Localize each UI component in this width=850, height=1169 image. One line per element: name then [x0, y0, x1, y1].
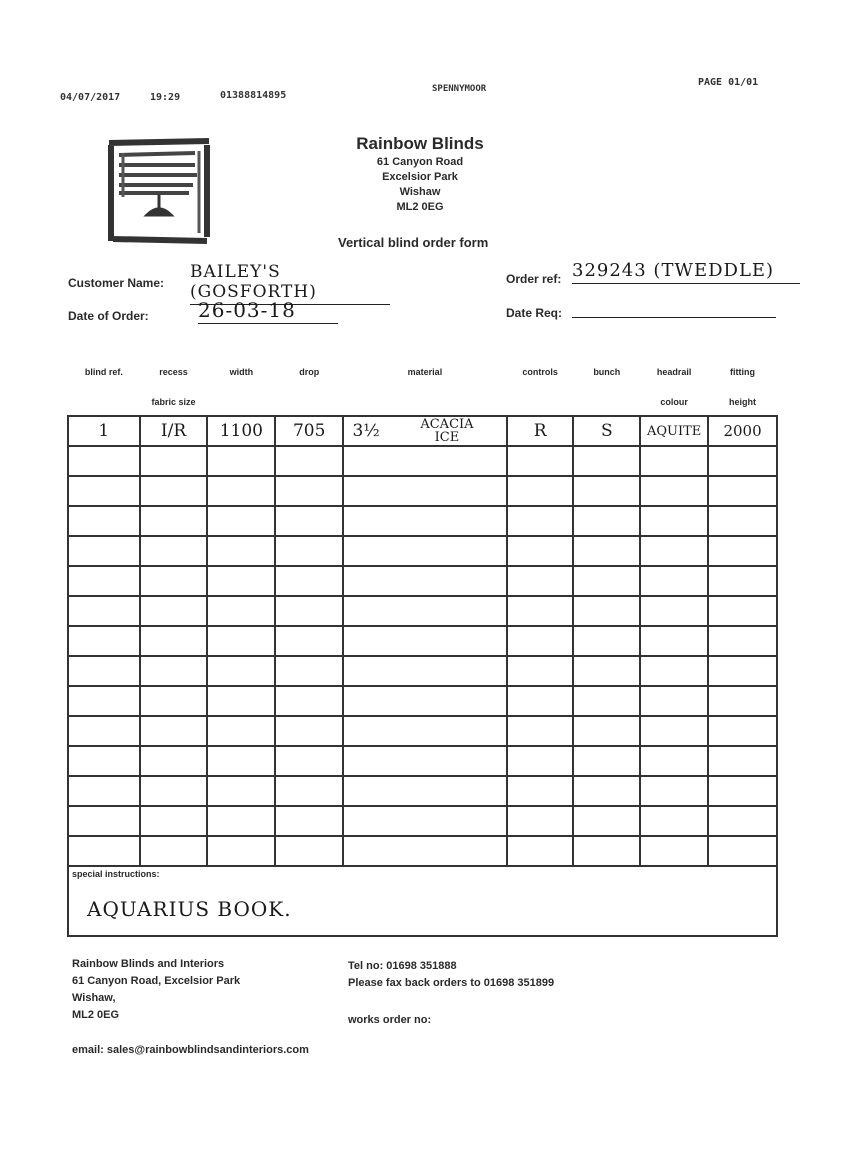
table-cell	[640, 566, 708, 596]
table-cell	[640, 716, 708, 746]
column-header: drop	[299, 367, 320, 377]
table-cell	[507, 806, 574, 836]
table-cell	[640, 836, 708, 866]
table-cell	[507, 776, 574, 806]
table-row	[68, 776, 777, 806]
table-row	[68, 596, 777, 626]
table-cell	[708, 656, 777, 686]
table-cell	[343, 746, 507, 776]
table-cell	[68, 566, 140, 596]
table-cell	[275, 836, 343, 866]
table-row	[68, 686, 777, 716]
controls-cell: R	[507, 416, 574, 446]
table-cell	[68, 596, 140, 626]
table-cell	[343, 596, 507, 626]
fax-location: SPENNYMOOR	[432, 84, 487, 94]
footer-address-line: Wishaw,	[72, 992, 116, 1004]
table-cell	[507, 686, 574, 716]
table-cell	[343, 836, 507, 866]
column-header: blind ref.	[84, 367, 123, 377]
date-of-order-label: Date of Order:	[68, 309, 149, 323]
order-ref-value: 329243 (TWEDDLE)	[572, 260, 800, 284]
table-cell	[275, 626, 343, 656]
table-cell	[640, 626, 708, 656]
date-required-value	[572, 302, 776, 318]
customer-name-value: BAILEY'S (GOSFORTH)	[190, 262, 390, 305]
fax-number: 01388814895	[220, 90, 287, 101]
table-cell	[207, 746, 275, 776]
footer-address-line: 61 Canyon Road, Excelsior Park	[72, 975, 241, 987]
drop-cell: 705	[275, 416, 343, 446]
table-cell	[140, 476, 208, 506]
column-header: width	[229, 367, 254, 377]
table-cell	[68, 506, 140, 536]
footer-fax-back: Please fax back orders to 01698 351899	[348, 977, 555, 989]
table-cell	[343, 536, 507, 566]
table-cell	[640, 806, 708, 836]
table-cell	[68, 686, 140, 716]
table-cell	[68, 656, 140, 686]
table-header-row	[68, 349, 777, 416]
table-row	[68, 476, 777, 506]
table-cell	[573, 446, 640, 476]
table-cell	[68, 806, 140, 836]
table-cell	[708, 626, 777, 656]
table-cell	[640, 476, 708, 506]
table-cell	[708, 806, 777, 836]
table-cell	[507, 476, 574, 506]
table-cell	[640, 506, 708, 536]
table-cell	[708, 746, 777, 776]
table-row	[68, 656, 777, 686]
table-row	[68, 416, 777, 446]
table-cell	[343, 716, 507, 746]
table-cell	[343, 656, 507, 686]
table-cell	[275, 506, 343, 536]
works-order-label: works order no:	[348, 1014, 432, 1026]
footer-contact	[348, 958, 554, 992]
table-cell	[343, 776, 507, 806]
column-header: controls	[522, 367, 558, 377]
footer-company: Rainbow Blinds and Interiors	[72, 958, 225, 970]
table-cell	[573, 506, 640, 536]
special-instructions-label: special instructions:	[72, 869, 160, 879]
material-cell	[343, 416, 507, 446]
table-cell	[507, 656, 574, 686]
table-cell	[275, 656, 343, 686]
table-cell	[140, 446, 208, 476]
table-cell	[140, 536, 208, 566]
date-of-order-value: 26-03-18	[198, 298, 338, 324]
table-cell	[507, 746, 574, 776]
table-cell	[573, 476, 640, 506]
table-cell	[275, 566, 343, 596]
customer-name-label: Customer Name:	[68, 276, 165, 290]
column-header: recess fabric size	[151, 367, 196, 407]
table-cell	[343, 446, 507, 476]
table-row	[68, 806, 777, 836]
table-cell	[343, 806, 507, 836]
table-cell	[507, 566, 574, 596]
material-size: 3½	[352, 421, 380, 441]
recess-cell: I/R	[140, 416, 208, 446]
table-cell	[140, 656, 208, 686]
table-row	[68, 836, 777, 866]
column-header: material	[407, 367, 443, 377]
footer-email: email: sales@rainbowblindsandinteriors.com	[72, 1044, 309, 1056]
fax-date: 04/07/2017	[60, 92, 121, 103]
footer-address	[72, 956, 240, 1024]
table-cell	[207, 446, 275, 476]
table-cell	[207, 626, 275, 656]
order-ref-label: Order ref:	[506, 272, 562, 286]
fax-time: 19:29	[150, 92, 181, 103]
table-cell	[507, 506, 574, 536]
table-cell	[68, 446, 140, 476]
table-cell	[507, 446, 574, 476]
table-cell	[68, 716, 140, 746]
table-cell	[207, 506, 275, 536]
table-cell	[207, 566, 275, 596]
table-cell	[708, 596, 777, 626]
material-name: ICE	[434, 430, 460, 445]
table-cell	[640, 596, 708, 626]
table-cell	[640, 746, 708, 776]
table-cell	[207, 596, 275, 626]
blind-ref-cell: 1	[68, 416, 140, 446]
table-cell	[708, 686, 777, 716]
column-header: fitting height	[729, 367, 757, 407]
table-cell	[507, 536, 574, 566]
footer-address-line: ML2 0EG	[72, 1009, 120, 1021]
table-cell	[573, 686, 640, 716]
material-name: ACACIA	[420, 417, 474, 432]
table-cell	[573, 596, 640, 626]
table-cell	[207, 476, 275, 506]
table-cell	[708, 506, 777, 536]
table-cell	[275, 596, 343, 626]
table-cell	[207, 776, 275, 806]
company-address-line: 61 Canyon Road	[376, 156, 464, 168]
width-cell: 1100	[207, 416, 275, 446]
table-row	[68, 536, 777, 566]
table-row	[68, 626, 777, 656]
table-cell	[708, 716, 777, 746]
table-cell	[507, 626, 574, 656]
table-cell	[343, 566, 507, 596]
table-row	[68, 446, 777, 476]
table-cell	[140, 596, 208, 626]
table-cell	[573, 656, 640, 686]
bunch-cell: S	[573, 416, 640, 446]
company-name: Rainbow Blinds	[356, 134, 484, 153]
table-cell	[68, 836, 140, 866]
table-cell	[140, 566, 208, 596]
table-cell	[275, 476, 343, 506]
table-cell	[68, 476, 140, 506]
company-address-line: Excelsior Park	[382, 171, 458, 183]
table-cell	[573, 776, 640, 806]
table-cell	[573, 836, 640, 866]
table-cell	[68, 746, 140, 776]
fitting-height-cell: 2000	[708, 416, 777, 446]
table-cell	[207, 806, 275, 836]
table-cell	[343, 626, 507, 656]
table-cell	[640, 446, 708, 476]
form-title: Vertical blind order form	[338, 235, 489, 250]
table-cell	[573, 566, 640, 596]
table-cell	[207, 656, 275, 686]
date-required-label: Date Req:	[506, 306, 563, 320]
table-row	[68, 566, 777, 596]
table-cell	[343, 686, 507, 716]
table-cell	[140, 506, 208, 536]
table-cell	[275, 446, 343, 476]
table-cell	[708, 836, 777, 866]
table-cell	[275, 716, 343, 746]
table-cell	[207, 836, 275, 866]
fax-page: PAGE 01/01	[698, 77, 759, 88]
table-cell	[507, 716, 574, 746]
table-cell	[68, 626, 140, 656]
column-header: headrail colour	[656, 367, 692, 407]
table-row	[68, 506, 777, 536]
table-cell	[507, 836, 574, 866]
column-header: bunch	[593, 367, 621, 377]
table-cell	[708, 776, 777, 806]
table-cell	[207, 716, 275, 746]
table-cell	[708, 446, 777, 476]
special-instructions-row	[68, 866, 777, 936]
company-address-line: Wishaw	[399, 186, 441, 198]
order-table	[67, 349, 778, 937]
table-cell	[140, 686, 208, 716]
table-cell	[640, 656, 708, 686]
table-row	[68, 716, 777, 746]
table-cell	[207, 686, 275, 716]
table-cell	[275, 746, 343, 776]
footer-tel: Tel no: 01698 351888	[348, 960, 457, 972]
table-cell	[207, 536, 275, 566]
table-cell	[140, 716, 208, 746]
table-cell	[708, 476, 777, 506]
table-cell	[140, 836, 208, 866]
table-cell	[507, 596, 574, 626]
company-address-line: ML2 0EG	[396, 201, 444, 213]
table-cell	[573, 536, 640, 566]
table-cell	[573, 626, 640, 656]
table-cell	[140, 806, 208, 836]
special-instructions-box	[68, 866, 777, 936]
company-logo	[103, 137, 215, 245]
table-cell	[708, 536, 777, 566]
table-cell	[275, 686, 343, 716]
table-cell	[640, 536, 708, 566]
table-cell	[140, 776, 208, 806]
table-cell	[343, 506, 507, 536]
table-cell	[140, 746, 208, 776]
table-cell	[708, 566, 777, 596]
table-cell	[343, 476, 507, 506]
special-instructions-text: AQUARIUS BOOK.	[87, 897, 292, 921]
table-cell	[275, 806, 343, 836]
table-cell	[140, 626, 208, 656]
table-cell	[275, 776, 343, 806]
table-cell	[573, 806, 640, 836]
table-cell	[640, 776, 708, 806]
table-cell	[573, 746, 640, 776]
table-cell	[68, 776, 140, 806]
headrail-colour-cell: AQUITE	[640, 416, 708, 446]
table-cell	[573, 716, 640, 746]
table-cell	[640, 686, 708, 716]
table-row	[68, 746, 777, 776]
table-cell	[275, 536, 343, 566]
table-cell	[68, 536, 140, 566]
